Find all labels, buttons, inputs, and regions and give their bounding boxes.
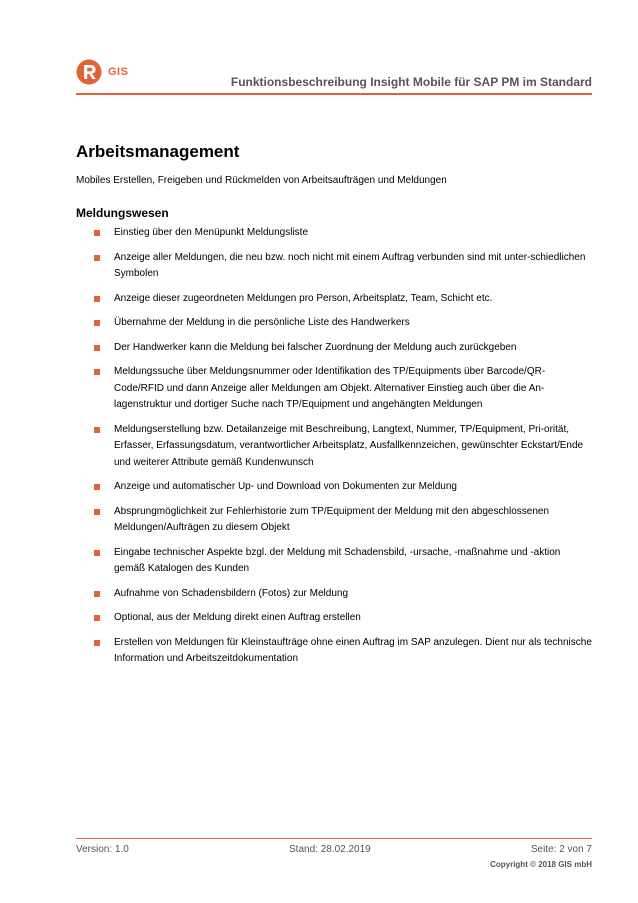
square-bullet-icon — [94, 640, 100, 646]
list-item — [94, 422, 594, 472]
square-bullet-icon — [94, 296, 100, 302]
square-bullet-icon — [94, 369, 100, 375]
header-divider — [76, 93, 592, 95]
list-item — [94, 479, 594, 496]
square-bullet-icon — [94, 230, 100, 236]
list-item-text: Absprungmöglichkeit zur Fehlerhistorie zum TP/Equipment der Meldung mit den abgeschlossenen Meldungen/Aufträgen zu diesem Objekt — [114, 505, 550, 533]
list-item-text: Meldungserstellung bzw. Detailanzeige mit Beschreibung, Langtext, Nummer, TP/Equipment, Pri-orität, Erfasser, Erfassungsdatum, verantwortlicher Arbeitsplatz, Ausfallkennzeichen, gewünschter Eckstart/Ende und weiterer Attribute gemäß Kundenwunsch — [114, 423, 584, 468]
list-item-text: Aufnahme von Schadensbildern (Fotos) zur Meldung — [114, 587, 349, 599]
list-item — [94, 225, 594, 242]
list-item — [94, 315, 594, 332]
square-bullet-icon — [94, 615, 100, 621]
gis-logo-icon — [76, 59, 102, 85]
square-bullet-icon — [94, 427, 100, 433]
list-item — [94, 635, 594, 668]
list-item-text: Anzeige aller Meldungen, die neu bzw. noch nicht mit einem Auftrag verbunden sind mit unter-schiedlichen Symbolen — [114, 251, 586, 279]
list-item — [94, 545, 594, 578]
list-item — [94, 610, 594, 627]
logo-text: GIS — [108, 66, 129, 78]
list-item-text: Anzeige dieser zugeordneten Meldungen pro Person, Arbeitsplatz, Team, Schicht etc. — [114, 292, 493, 304]
list-item-text: Meldungssuche über Meldungsnummer oder Identifikation des TP/Equipments über Barcode/QR-Code/RFID und dann Anzeige aller Meldungen am Objekt. Alternativer Einstieg auch über die An-lagenstruktur und dortiger Suche nach TP/Equipment und angehängten Meldungen — [114, 366, 546, 410]
square-bullet-icon — [94, 509, 100, 515]
list-item-text: Optional, aus der Meldung direkt einen Auftrag erstellen — [114, 612, 361, 623]
footer-copyright: Copyright © 2018 GIS mbH — [490, 860, 592, 869]
list-item-text: Anzeige und automatischer Up- und Download von Dokumenten zur Meldung — [114, 481, 457, 492]
list-item — [94, 504, 594, 537]
list-item — [94, 291, 594, 308]
list-item-text: Einstieg über den Menüpunkt Meldungsliste — [114, 227, 309, 238]
square-bullet-icon — [94, 484, 100, 490]
header-title: Funktionsbeschreibung Insight Mobile für SAP PM im Standard — [230, 75, 592, 89]
list-item-text: Übernahme der Meldung in die persönliche Liste des Handwerkers — [114, 317, 410, 328]
square-bullet-icon — [94, 255, 100, 261]
list-item-text: Eingabe technischer Aspekte bzgl. der Meldung mit Schadensbild, -ursache, -maßnahme und -aktion gemäß Katalogen des Kunden — [114, 546, 561, 574]
list-item — [94, 340, 594, 357]
list-item — [94, 250, 594, 283]
list-item — [94, 586, 594, 603]
footer-page-number: Seite: 2 von 7 — [530, 844, 592, 855]
list-item — [94, 364, 594, 414]
footer-divider — [76, 838, 592, 839]
bullet-list — [94, 225, 594, 676]
list-item-text: Der Handwerker kann die Meldung bei falscher Zuordnung der Meldung auch zurückgeben — [114, 341, 517, 353]
footer-version: Version: 1.0 — [76, 844, 129, 855]
list-item-text: Erstellen von Meldungen für Kleinstaufträge ohne einen Auftrag im SAP anzulegen. Dient nur als technische Information und Arbeitszeitdokumentation — [114, 636, 592, 664]
square-bullet-icon — [94, 345, 100, 351]
section-heading: Meldungswesen — [76, 206, 169, 220]
square-bullet-icon — [94, 550, 100, 556]
page-subtitle: Mobiles Erstellen, Freigeben und Rückmelden von Arbeitsaufträgen und Meldungen — [76, 175, 447, 186]
page-heading: Arbeitsmanagement — [76, 142, 240, 161]
gis-logo — [76, 57, 148, 87]
square-bullet-icon — [94, 591, 100, 597]
square-bullet-icon — [94, 320, 100, 326]
footer-date: Stand: 28.02.2019 — [289, 844, 371, 855]
